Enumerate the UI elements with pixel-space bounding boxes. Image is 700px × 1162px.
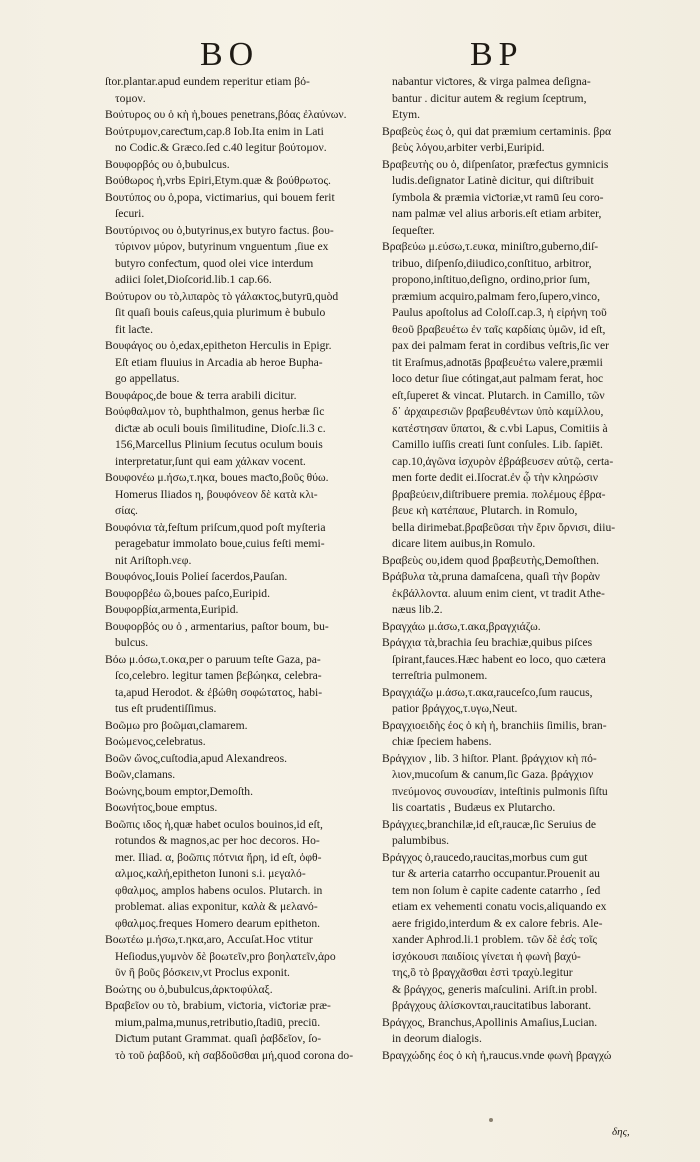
text-line: nit Ariſtoph.νεφ. (115, 553, 192, 567)
header-right-letters: BP (470, 36, 524, 73)
text-line: Βράβυλα τὰ,pruna damaſcena, quaſi τὴν βορὰν (382, 570, 600, 583)
text-line: Βουφόνια τὰ,feſtum priſcum,quod poſt myſteria (105, 520, 326, 534)
text-line: ludis.deſignator Latinè dicitur, qui diſtribuit (392, 174, 594, 187)
text-line: men forte dedit ei.Iſocrat.ἐν ᾧ τὴν κληρώσιν (392, 471, 598, 484)
text-line: τομον. (115, 91, 146, 105)
text-line: & βράγχος, generis maſculini. Ariſt.in probl. (392, 982, 598, 996)
text-line: Βοώτης ου ὁ,bubulcus,ἀρκτοφύλαξ. (105, 982, 273, 996)
text-line: πνεύμονος συνουσίαν, inteſtinis pulmonis ſiſtu (392, 784, 608, 798)
text-line: in deorum dialogis. (392, 1032, 482, 1045)
text-line: Βοῶν ὤνος,cuſtodia,apud Alexandreos. (105, 751, 287, 765)
text-line: Βούτυρος ου ὁ κὴ ἡ,boues penetrans,βόας ἐλαύνων. (105, 108, 347, 121)
text-line: ſymbola & præmia viƈtoriæ,vt ramū ſeu coro- (392, 190, 604, 204)
text-line: δ᾽ ἀρχαιρεσιῶν βραβευθέντων ὑπὸ καμίλλου, (392, 405, 604, 418)
text-line: Βράγχιον , lib. 3 hiſtor. Plant. βράγχιον κὴ πό- (382, 751, 597, 765)
text-line: Βουφονέω μ.ήσω,τ.ηκα, boues maƈto,βοῦς θύω. (105, 471, 329, 484)
text-line: της,ὃ τὸ βραγχᾶσθαι ἑστὶ τραχὺ.legitur (392, 966, 573, 979)
text-line: Βραγχώδης έος ὁ κὴ ἡ,raucus.vnde φωνὴ βραγχώ (382, 1048, 612, 1062)
text-line: tus eſt prudentiſſimus. (115, 702, 217, 715)
text-line: butyro confeƈtum, quod olei vice interdum (115, 256, 314, 270)
text-line: Camillo iuſſis creati ſunt conſules. Lib. ſapiēt. (392, 438, 603, 451)
text-line: ſco,celebro. legitur tamen βεβώηκα, celebra- (115, 669, 322, 682)
text-line: Βουτύπος ου ὁ,popa, victimarius, qui bouem ferit (105, 190, 335, 204)
text-line: ἰσχόκουσι παιδίοις γίνεται ἡ φωνὴ βαχύ- (392, 949, 581, 963)
text-line: Βουφορβός ου ὁ , armentarius, paſtor boum, bu- (105, 619, 329, 633)
text-line: fit laƈte. (115, 322, 153, 336)
text-line: Βοωτέω μ.ήσω,τ.ηκα,aro, Accuſat.Hoc vtitur (105, 933, 313, 946)
text-line: chiæ ſpeciem habens. (392, 735, 492, 748)
text-line: Βραβεὺς έως ὁ, qui dat præmium certaminis. βρα (382, 124, 612, 138)
text-line: Βόω μ.όσω,τ.οκα,per o paruum teſte Gaza, pa- (105, 652, 321, 666)
text-line: Βοῶν,clamans. (105, 768, 176, 781)
text-line: Paulus apoſtolus ad Coloſſ.cap.3, ἡ εἰρήνη τοῦ (392, 306, 607, 319)
text-line: nabantur viƈtores, & virga palmea deſigna- (392, 75, 591, 88)
text-line: Βουφορβία,armenta,Euripid. (105, 603, 239, 616)
text-line: nam palmæ vel alius arboris.eſt etiam arbiter, (392, 207, 602, 220)
text-line: σίας. (115, 504, 138, 517)
text-line: βεὺς λόγου,arbiter verbi,Euripid. (392, 141, 545, 154)
text-line: bella dirimebat.βραβεῦσαι τὴν ἔριν ὄρνισι, diiu- (392, 520, 616, 534)
text-line: rotundos & magnos,ac per hoc decoros. Ho- (115, 834, 320, 847)
text-line: Βράγχος, Branchus,Apollinis Amaſius,Lucian. (382, 1015, 598, 1029)
catchword: δης, (612, 1126, 630, 1138)
text-line: tem non ſolum è capite cadente catarrho , ſed (392, 883, 601, 897)
text-line: lis coartatis , Budæus ex Plutarcho. (392, 801, 556, 814)
text-line: κατέστησαν ὕπατοι, & c.vbi Lapus, Comitiis à (392, 421, 608, 435)
text-line: Βουφορβός ου ὁ,bubulcus. (105, 157, 230, 171)
text-line: mer. Iliad. α, βοῶπις πότνια ἥρη, id eſt, ὀφθ- (115, 850, 322, 864)
text-line: mium,palma,munus,retributio,ſtadiū, preciū. (115, 1015, 321, 1029)
text-line: Βουφάρος,de boue & terra arabili dicitur. (105, 388, 297, 402)
text-line: næus lib.2. (392, 603, 443, 616)
text-line: tit Eraſmus,adnotās βραβευέτω valere,præmii (392, 355, 603, 369)
text-line: ſequeſter. (392, 223, 435, 237)
text-line: terreſtria pulmonem. (392, 669, 488, 682)
text-line: problemat. alias exponitur, καλὰ & μελανό- (115, 900, 318, 913)
text-line: φθαλμος.freques Homero dearum epitheton. (115, 916, 321, 930)
text-line: tribuo, diſpenſo,diiudico,conſtituo, arbitror, (392, 256, 592, 270)
text-line: peragebatur immolato boue,cuius feſti memi- (115, 537, 325, 550)
text-line: etiam ex vehementi conatu vocis,aliquando ex (392, 900, 607, 913)
text-line: Βούτυρον ου τὸ,λιπαρὸς τὸ γάλακτος,butyrū,quòd (105, 289, 339, 303)
text-line: Βραβεὺς ου,idem quod βραβευτὴς,Demoſthen. (382, 553, 600, 567)
text-line: Βραγχιοειδὴς έος ὁ κὴ ἡ, branchiis ſimilis, bran- (382, 718, 607, 732)
text-line: τὸ τοῦ ῥαβδοῦ, κὴ σαβδοῦσθαι μή,quod corona do- (115, 1048, 354, 1062)
text-line: Βουφόνος,Iouis Polieí ſacerdos,Pauſan. (105, 570, 288, 583)
text-line: θεοῦ βραβευέτω ἐν ταῖς καρδίαις ὑμῶν, id eſt, (392, 322, 606, 336)
text-line: Βραγχάω μ.άσω,τ.ακα,βραγχιάζω. (382, 619, 541, 633)
text-line: aere frigido,interdum & ex calore febris. Ale- (392, 916, 603, 930)
text-line: Βούτρυμον,careƈtum,cap.8 Iob.Ita enim in Lati (105, 124, 324, 138)
text-line: βραβεύειν,diſtribuere premia. πολέμους ἐβρα- (392, 487, 606, 501)
text-line: Heſiodus,γυμνὸν δὲ βοωτεῖν,pro βοηλατεῖν,ἀρο (115, 949, 336, 963)
text-line: adiici ſolet,Dioſcorid.lib.1 cap.66. (115, 273, 272, 286)
text-line: αλμος,καλή,epitheton Iunoni s.i. μεγαλό- (115, 867, 306, 880)
text-line: Homerus Iliados η, βουφόνεον δὲ κατὰ κλι- (115, 487, 318, 501)
running-header (0, 36, 700, 76)
text-line: Βραγχιάζω μ.άσω,τ.ακα,rauceſco,ſum raucus, (382, 685, 593, 699)
text-line: diƈtæ ab oculi bouis ſimilitudine, Dioſc.li.3 c. (115, 421, 326, 435)
text-line: Βοώνης,boum emptor,Demoſth. (105, 784, 254, 798)
text-line: Βραβεύω μ.εύσω,τ.ευκα, miniſtro,guberno,diſ- (382, 240, 599, 253)
text-line: 156,Marcellus Plinium ſecutus oculum bouis (115, 438, 323, 451)
text-line: ſtor.plantar.apud eundem reperitur etiam βό- (105, 75, 310, 88)
text-line: tur & arteria catarrho occupantur.Prouenit au (392, 867, 600, 880)
text-line: Βράγχια τὰ,brachia ſeu brachiæ,quibus piſces (382, 636, 593, 649)
text-line: bantur . dicitur autem & regium ſceptrum, (392, 91, 587, 105)
page-mark-dot (489, 1118, 493, 1122)
text-line: Diƈtum putant Grammat. quaſi ῥαβδεῖον, ſο- (115, 1032, 322, 1045)
text-line: præmium acquiro,palmam fero,ſupero,vinco, (392, 289, 600, 303)
left-column (105, 74, 367, 1064)
text-line: Βοωνήτος,boue emptus. (105, 801, 218, 814)
text-line: Βραβευτὴς ου ὁ, diſpenſator, præfeƈtus gymnicis (382, 157, 609, 171)
text-line: loco detur ſiue cótingat,aut palmam ferat, hoc (392, 372, 604, 385)
text-line: cap.10,ἀγῶνα ἰσχυρὸν ἐβράβευσεν αὐτῷ, certa- (392, 454, 614, 468)
text-line: ἐκβάλλοντα. aluum enim cient, vt tradit Athe- (392, 586, 605, 600)
text-line: Βουτύρινος ου ὁ,butyrinus,ex butyro factus. βου- (105, 223, 334, 237)
text-line: Βοώμενος,celebratus. (105, 735, 206, 748)
text-line: no Codic.& Græco.ſed c.40 legitur βούτομον. (115, 141, 327, 154)
text-line: Βουφορβέω ῶ,boues paſco,Euripid. (105, 586, 270, 600)
text-line: ſecuri. (115, 207, 145, 220)
text-line: go appellatus. (115, 372, 180, 385)
text-line: interpretatur,ſunt qui eam χάλκαν vocent. (115, 454, 306, 468)
text-line: Etym. (392, 108, 421, 121)
text-line: βράγχους ἁλίσκονται,raucitatibus laborant. (392, 999, 592, 1012)
text-line: ſit quaſi bouis caſeus,quia plurimum è bubulo (115, 306, 326, 319)
text-line: λιον,mucoſum & canum,ſic Gaza. βράγχιον (392, 768, 594, 781)
text-line: xander Aphrod.li.1 problem. τῶν δὲ ἐσ̓ς τοῖς (392, 933, 598, 946)
text-line: τύρινον μύρον, butyrinum vnguentum ,ſiue ex (115, 240, 329, 253)
text-line: βευε κὴ κατέπαυε, Plutarch. in Romulo, (392, 504, 578, 517)
text-line: Βράγχος ὁ,raucedo,raucitas,morbus cum gut (382, 850, 588, 864)
text-line: bulcus. (115, 636, 149, 649)
text-line: Βούθωρος ἡ,vrbs Epiri,Etym.quæ & βούθρωτος. (105, 174, 331, 187)
text-line: φθαλμος, amplos habens oculos. Plutarch. in (115, 883, 323, 897)
text-line: Βραβεῖον ου τὸ, brabium, viƈtoria, viƈtoriæ præ- (105, 999, 331, 1012)
text-line: patior βράγχος,τ.υγω,Neut. (392, 702, 518, 715)
text-line: Βουφάγος ου ὁ,edax,epitheton Herculis in Epigr. (105, 339, 332, 352)
text-line: dicare litem auibus,in Romulo. (392, 537, 536, 550)
text-line: Βοῶμω pro βοῶμαι,clamarem. (105, 718, 248, 732)
text-line: pax dei palmam ferat in cordibus veſtris,ſic ver (392, 339, 609, 352)
text-line: Eſt etiam fluuius in Arcadia ab heroe Bupha- (115, 355, 323, 369)
text-line: propono,inſtituo,deſigno, ordino,prior ſum, (392, 273, 591, 286)
text-line: ſpirant,fauces.Hæc habent eo loco, quo cætera (392, 652, 606, 666)
text-line: Βούφθαλμον τὸ, buphthalmon, genus herbæ ſic (105, 405, 325, 418)
header-left-letters: BO (200, 36, 260, 73)
text-line: Βράγχιες,branchilæ,id eſt,raucæ,ſic Seruius de (382, 817, 597, 831)
text-line: Βοῶπις ιδος ἡ,quæ habet oculos bouinos,id eſt, (105, 817, 323, 831)
right-column (382, 74, 644, 1064)
text-line: eſt,ſuperet & vincat. Plutarch. in Camillo, τῶν (392, 388, 605, 402)
text-line: palumbibus. (392, 834, 450, 847)
text-line: ῦν ἢ βοῦς βόσκειν,vt Proclus exponit. (115, 966, 290, 979)
text-line: ta,apud Herodot. & ἐβώθη σοφώτατος, habi- (115, 685, 323, 699)
